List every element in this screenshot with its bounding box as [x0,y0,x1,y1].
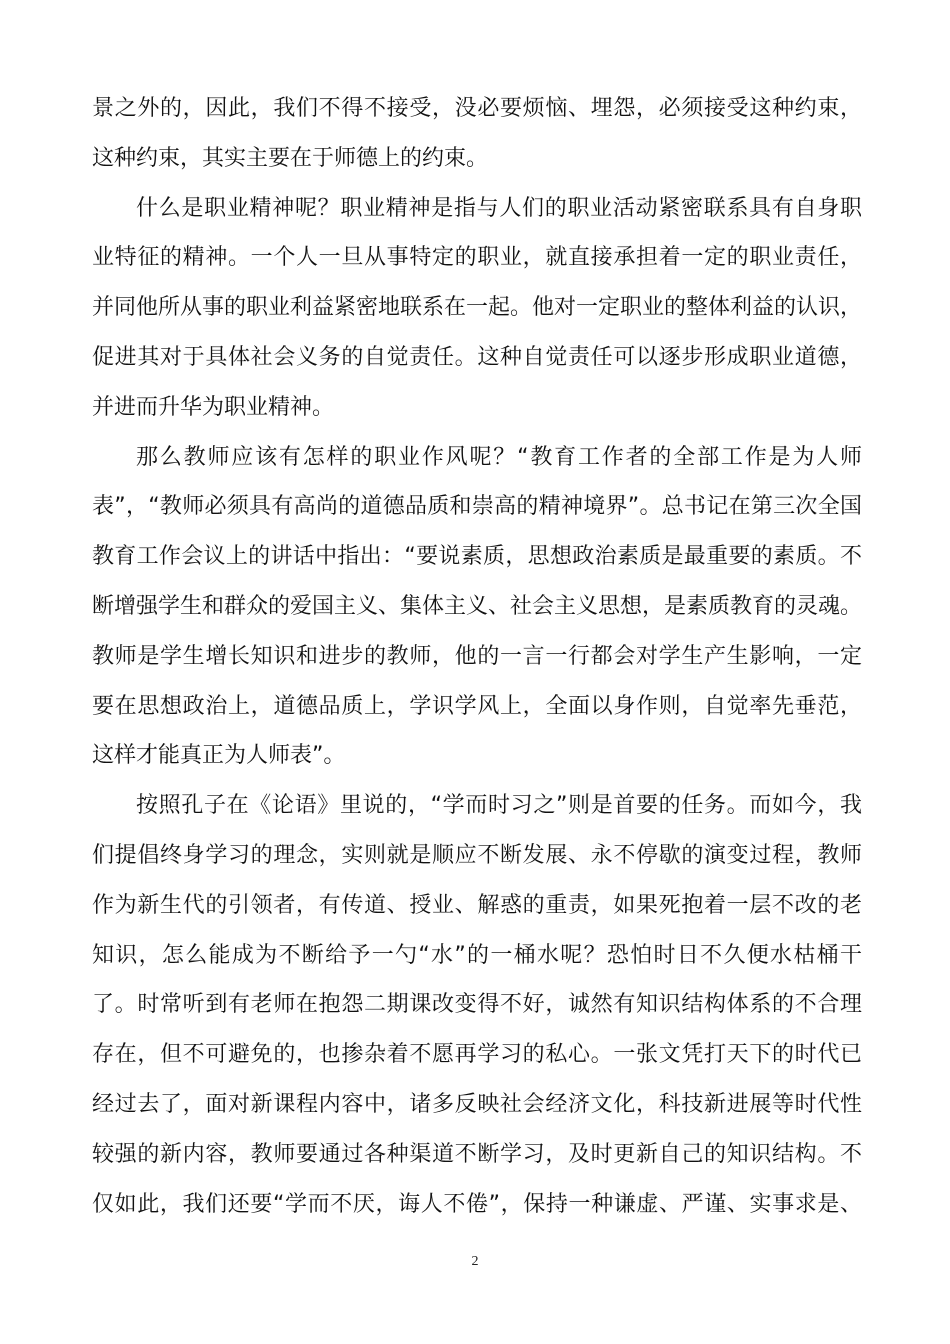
paragraph-start-line: 什么是职业精神呢？职业精神是指与人们的职业活动紧密联系具有自身职 [136,195,862,221]
text-line: 断增强学生和群众的爱国主义、集体主义、社会主义思想，是素质教育的灵魂。 [92,593,862,619]
text-line: 并同他所从事的职业利益紧密地联系在一起。他对一定职业的整体利益的认识， [92,295,862,321]
page-number: 2 [471,1254,479,1269]
text-line: 知识，怎么能成为不断给予一勺“水”的一桶水呢？恐怕时日不久便水枯桶干 [92,942,862,968]
text-line: 这样才能真正为人师表”。 [92,743,346,769]
text-line: 促进其对于具体社会义务的自觉责任。这种自觉责任可以逐步形成职业道德， [92,344,862,370]
text-line: 较强的新内容，教师要通过各种渠道不断学习，及时更新自己的知识结构。不 [92,1141,862,1167]
text-line: 存在，但不可避免的，也掺杂着不愿再学习的私心。一张文凭打天下的时代已 [92,1042,862,1068]
text-line: 景之外的，因此，我们不得不接受，没必要烦恼、埋怨，必须接受这种约束， [92,96,862,121]
text-line: 表”，“教师必须具有高尚的道德品质和崇高的精神境界”。总书记在第三次全国 [92,494,862,520]
paragraph-start-line: 那么教师应该有怎样的职业作风呢？“教育工作者的全部工作是为人师 [136,444,862,470]
text-line: 作为新生代的引领者，有传道、授业、解惑的重责，如果死抱着一层不改的老 [92,892,862,918]
text-line: 们提倡终身学习的理念，实则就是顺应不断发展、永不停歇的演变过程，教师 [92,842,862,868]
body-text [92,84,862,1229]
text-line: 仅如此，我们还要“学而不厌，诲人不倦”，保持一种谦虚、严谨、实事求是、 [92,1191,862,1217]
paragraph-start-line: 按照孔子在《论语》里说的，“学而时习之”则是首要的任务。而如今，我 [136,793,862,819]
text-line: 经过去了，面对新课程内容中，诸多反映社会经济文化，科技新进展等时代性 [92,1091,862,1117]
text-line: 业特征的精神。一个人一旦从事特定的职业，就直接承担着一定的职业责任， [92,245,862,271]
text-line: 这种约束，其实主要在于师德上的约束。 [92,145,489,171]
text-line: 了。时常听到有老师在抱怨二期课改变得不好，诚然有知识结构体系的不合理 [92,992,862,1018]
text-line: 教师是学生增长知识和进步的教师，他的一言一行都会对学生产生影响，一定 [92,643,862,669]
text-line: 要在思想政治上，道德品质上，学识学风上，全面以身作则，自觉率先垂范， [92,693,862,719]
text-line: 教育工作会议上的讲话中指出：“要说素质，思想政治素质是最重要的素质。不 [92,544,862,570]
text-line: 并进而升华为职业精神。 [92,394,335,420]
